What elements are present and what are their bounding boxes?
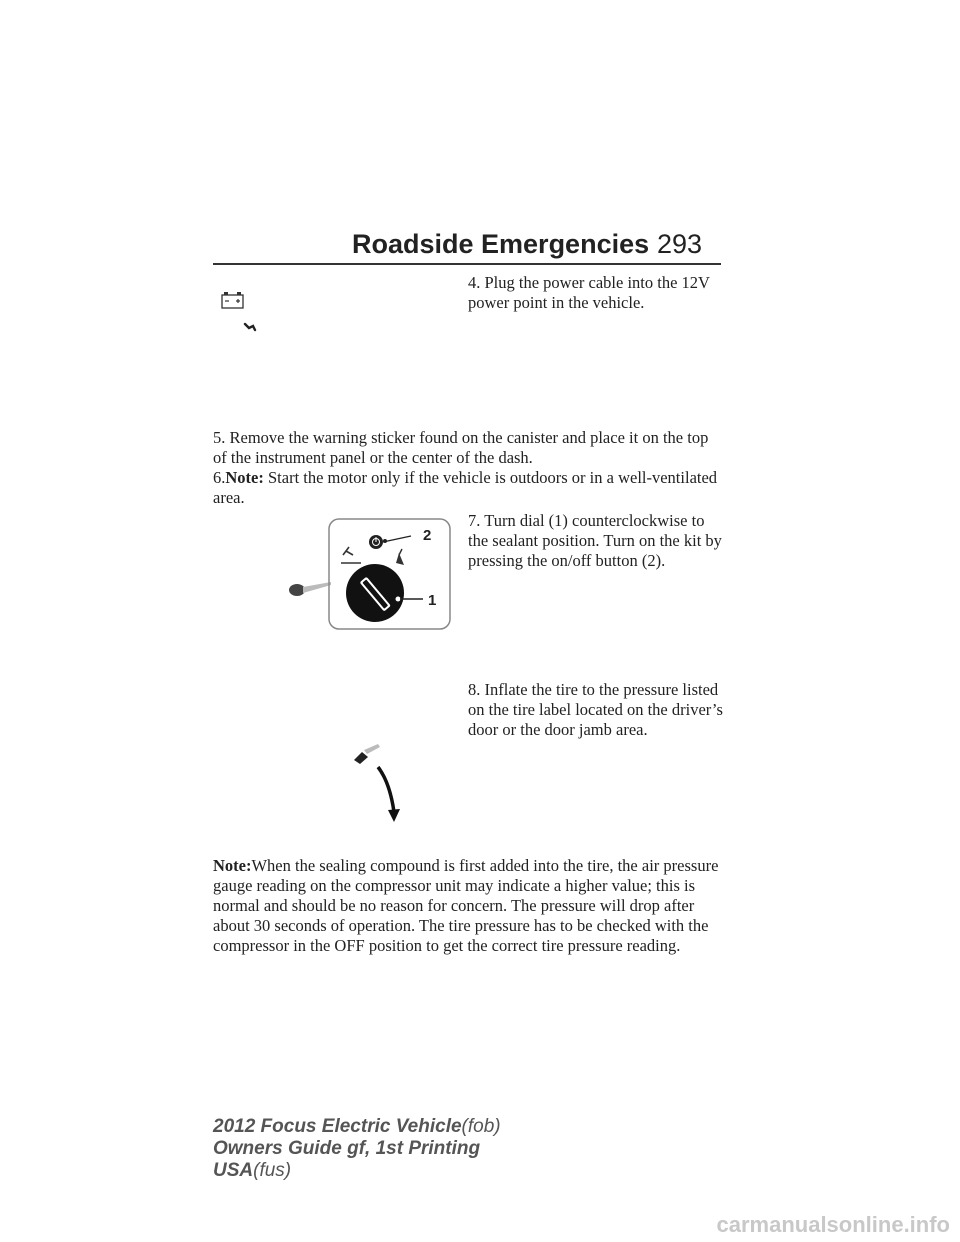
footer-market-code: (fus) [253, 1160, 292, 1181]
footer-market: USA [213, 1160, 254, 1181]
note-body: When the sealing compound is first added into the tire, the air pressure gauge reading on the compressor unit may indicate a higher value; this is normal and should be no reason for concern. The pressure will drop after about 30 seconds of operation. The tire pressure has to be checked with the compressor in the OFF position to get the correct tire pressure reading. [213, 856, 719, 955]
callout-1: 1 [428, 592, 437, 609]
dial-figure [283, 515, 458, 632]
step-7-text: 7. Turn dial (1) counterclockwise to the sealant position. Turn on the kit by pressing the on/off button (2). [468, 511, 722, 570]
note-paragraph [213, 856, 725, 956]
inflate-arrow-icon [378, 767, 400, 822]
footer-guide: Owners Guide gf, 1st Printing [213, 1138, 481, 1159]
note-label: Note: [213, 856, 252, 875]
footer-line-1 [213, 1116, 501, 1137]
page-number: 293 [657, 229, 703, 259]
step-6-number: 6. [213, 468, 226, 487]
power-plug-figure [213, 290, 273, 340]
header-divider [213, 263, 721, 265]
power-plug-icon [245, 324, 255, 330]
step-6-text [213, 468, 723, 508]
page-title: Roadside Emergencies [352, 229, 650, 259]
battery-icon [222, 292, 243, 308]
footer-vehicle-code: (fob) [461, 1116, 501, 1137]
callout-2: 2 [423, 527, 432, 544]
step-6-note-label: Note: [225, 468, 264, 487]
dial-knob [346, 564, 423, 622]
step-8-text: 8. Inflate the tire to the pressure listed on the tire label located on the driver’s door or the door jamb area. [468, 680, 723, 739]
footer-vehicle: 2012 Focus Electric Vehicle [213, 1116, 462, 1137]
step-4-text: 4. Plug the power cable into the 12V power point in the vehicle. [468, 273, 710, 312]
nozzle-icon [289, 582, 331, 596]
step-6-body: Start the motor only if the vehicle is outdoors or in a well-ventilated area. [213, 468, 718, 507]
sealant-position-icon [341, 547, 361, 563]
footer-line-2 [213, 1138, 480, 1159]
step-5-text: 5. Remove the warning sticker found on the canister and place it on the top of the instrument panel or the center of the dash. [213, 428, 709, 467]
on-off-button-icon [369, 535, 411, 549]
gauge-needle-icon [354, 744, 380, 764]
footer-line-3 [213, 1160, 291, 1181]
inflate-figure [350, 742, 410, 824]
air-position-icon [396, 549, 404, 565]
watermark: carmanualsonline.info [716, 1212, 950, 1237]
